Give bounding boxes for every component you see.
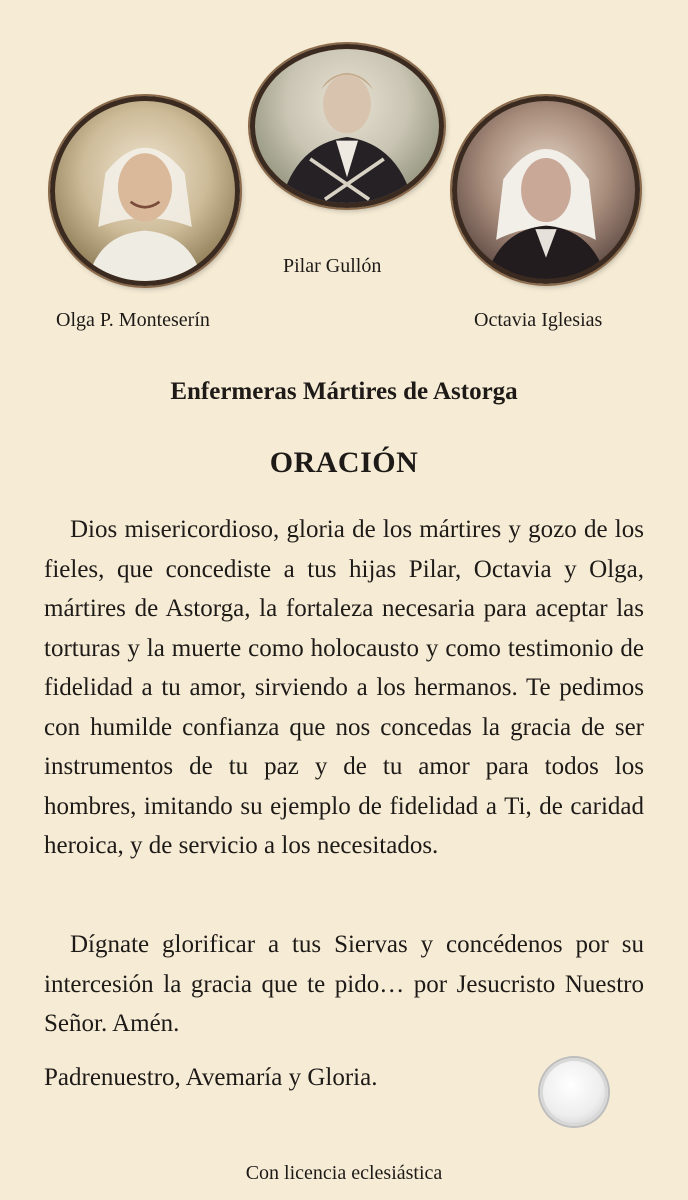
prayer-closing: Padrenuestro, Avemaría y Gloria.	[44, 1064, 378, 1091]
prayer-paragraph-2: Dígnate glorificar a tus Siervas y concédenos por su intercesión la gracia que te pido… por Jesucristo Nuestro Señor. Amén.	[44, 931, 644, 1037]
card-title: ORACIÓN	[269, 446, 419, 479]
ecclesiastical-license: Con licencia eclesiástica	[245, 1162, 443, 1184]
relic-window	[540, 1058, 608, 1126]
portrait-olga-image	[55, 101, 235, 281]
card-subtitle: Enfermeras Mártires de Astorga	[170, 378, 518, 405]
portrait-octavia	[452, 96, 640, 284]
prayer-paragraph-1: Dios misericordioso, gloria de los mártires y gozo de los fieles, que concediste a tus hijas Pilar, Octavia y Olga, mártires de Astorga, la fortaleza necesaria para aceptar las torturas y la muerte como holocausto y como testimonio de fidelidad a tu amor, sirviendo a los hermanos. Te pedimos con humilde confianza que nos concedas la gracia de ser instrumentos de tu paz y de tu amor para todos los hombres, imitando su ejemplo de fidelidad a Ti, de caridad heroica, y de servicio a los necesitados.	[44, 516, 644, 859]
portrait-pilar	[250, 44, 444, 208]
portrait-olga	[50, 96, 240, 286]
portrait-caption-olga: Olga P. Monteserín	[56, 309, 210, 331]
portrait-pilar-image	[255, 49, 439, 203]
portrait-octavia-image	[457, 101, 635, 279]
portrait-caption-octavia: Octavia Iglesias	[474, 309, 603, 331]
portrait-caption-pilar: Pilar Gullón	[283, 255, 382, 277]
